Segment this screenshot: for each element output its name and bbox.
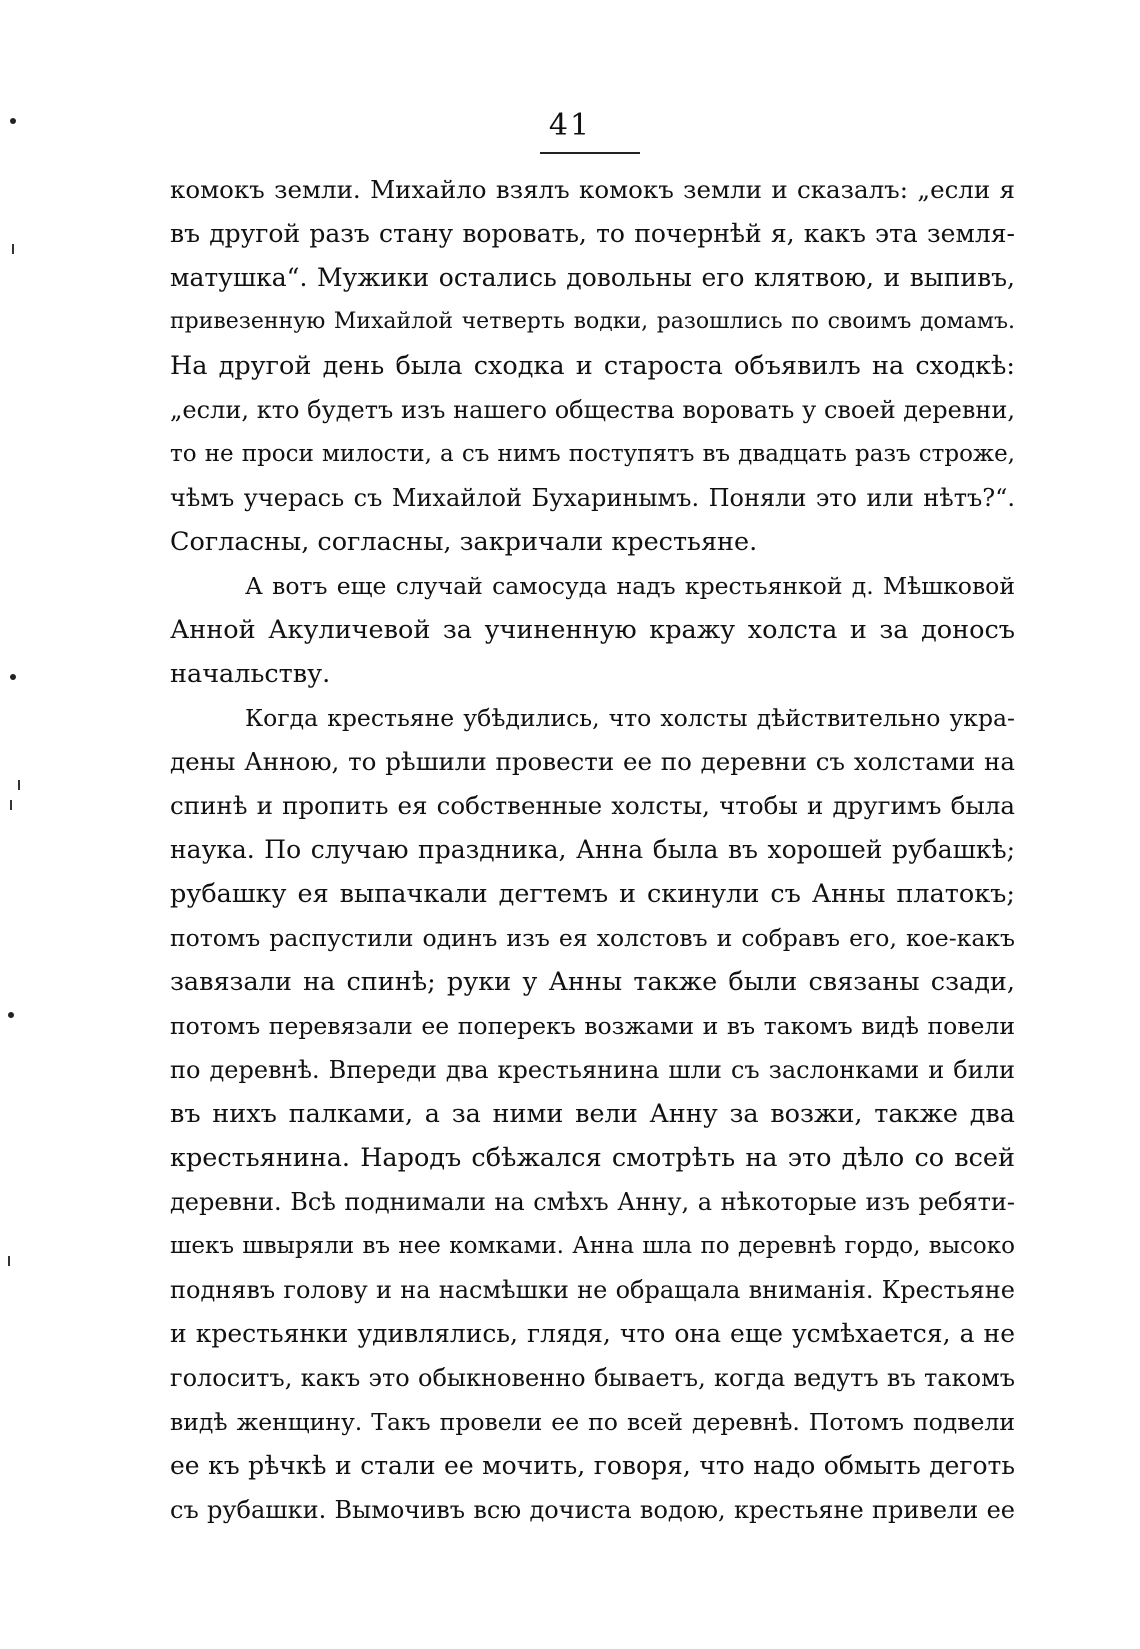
text-line: привезенную Михайлой четверть водки, разошлись по своимъ домамъ. — [170, 309, 1015, 334]
text-line: завязали на спинѣ; руки у Анны также были связаны сзади, — [170, 967, 1015, 997]
text-line: голоситъ, какъ это обыкновенно бываетъ, когда ведутъ въ такомъ — [170, 1364, 1015, 1392]
text-line: и крестьянки удивлялись, глядя, что она еще усмѣхается, а не — [170, 1319, 1015, 1348]
page-number: 41 — [548, 108, 592, 143]
text-line: начальству. — [170, 659, 331, 689]
body-text — [170, 168, 1015, 1532]
margin-speck — [12, 244, 14, 254]
text-line: то не проси милости, а съ нимъ поступятъ въ двадцать разъ строже, — [170, 441, 1015, 467]
margin-speck — [18, 780, 20, 790]
text-line: ее къ рѣчкѣ и стали ее мочить, говоря, что надо обмыть деготь — [170, 1451, 1015, 1480]
text-line: по деревнѣ. Впереди два крестьянина шли съ заслонками и били — [170, 1056, 1015, 1084]
text-line: потомъ перевязали ее поперекъ возжами и въ такомъ видѣ повели — [170, 1012, 1015, 1040]
margin-speck — [10, 118, 16, 124]
text-line: дены Анною, то рѣшили провести ее по деревни съ холстами на — [170, 747, 1015, 776]
text-line: въ нихъ палками, а за ними вели Анну за возжи, также два — [170, 1099, 1015, 1129]
text-line: А вотъ еще случай самосуда надъ крестьянкой д. Мѣшковой — [245, 572, 1015, 600]
margin-speck — [8, 1012, 14, 1018]
text-line: крестьянина. Народъ сбѣжался смотрѣть на это дѣло со всей — [170, 1143, 1015, 1173]
text-line: На другой день была сходка и староста объявилъ на сходкѣ: — [170, 351, 1015, 381]
text-line: Когда крестьяне убѣдились, что холсты дѣйствительно укра- — [245, 704, 1015, 732]
text-line: Согласны, согласны, закричали крестьяне. — [170, 527, 758, 557]
text-line: видѣ женщину. Такъ провели ее по всей деревнѣ. Потомъ подвели — [170, 1408, 1015, 1436]
text-line: комокъ земли. Михайло взялъ комокъ земли и сказалъ: „если я — [170, 175, 1015, 204]
margin-speck — [10, 800, 12, 810]
text-line: рубашку ея выпачкали дегтемъ и скинули съ Анны платокъ; — [170, 879, 1015, 909]
text-line: Анной Акуличевой за учиненную кражу холста и за доносъ — [170, 615, 1015, 645]
text-line: потомъ распустили одинъ изъ ея холстовъ и собравъ его, кое-какъ — [170, 924, 1015, 952]
text-line: матушка“. Мужики остались довольны его клятвою, и выпивъ, — [170, 263, 1015, 292]
text-line: поднявъ голову и на насмѣшки не обращала вниманія. Крестьяне — [170, 1276, 1015, 1304]
margin-speck — [8, 1256, 10, 1266]
text-line: деревни. Всѣ поднимали на смѣхъ Анну, а нѣкоторые изъ ребяти- — [170, 1188, 1015, 1216]
text-line: въ другой разъ стану воровать, то почернѣй я, какъ эта земля- — [170, 219, 1015, 248]
text-line: шекъ швыряли въ нее комками. Анна шла по деревнѣ гордо, высоко — [170, 1233, 1015, 1259]
text-line: спинѣ и пропить ея собственные холсты, чтобы и другимъ была — [170, 791, 1015, 820]
text-line: съ рубашки. Вымочивъ всю дочиста водою, крестьяне привели ее — [170, 1496, 1015, 1524]
page-number-underline — [540, 152, 640, 154]
text-line: „если, кто будетъ изъ нашего общества воровать у своей деревни, — [170, 396, 1015, 424]
text-line: чѣмъ учерась съ Михайлой Бухаринымъ. Поняли это или нѣтъ?“. — [170, 484, 1015, 512]
text-line: наука. По случаю праздника, Анна была въ хорошей рубашкѣ; — [170, 835, 1015, 864]
margin-speck — [10, 674, 16, 680]
